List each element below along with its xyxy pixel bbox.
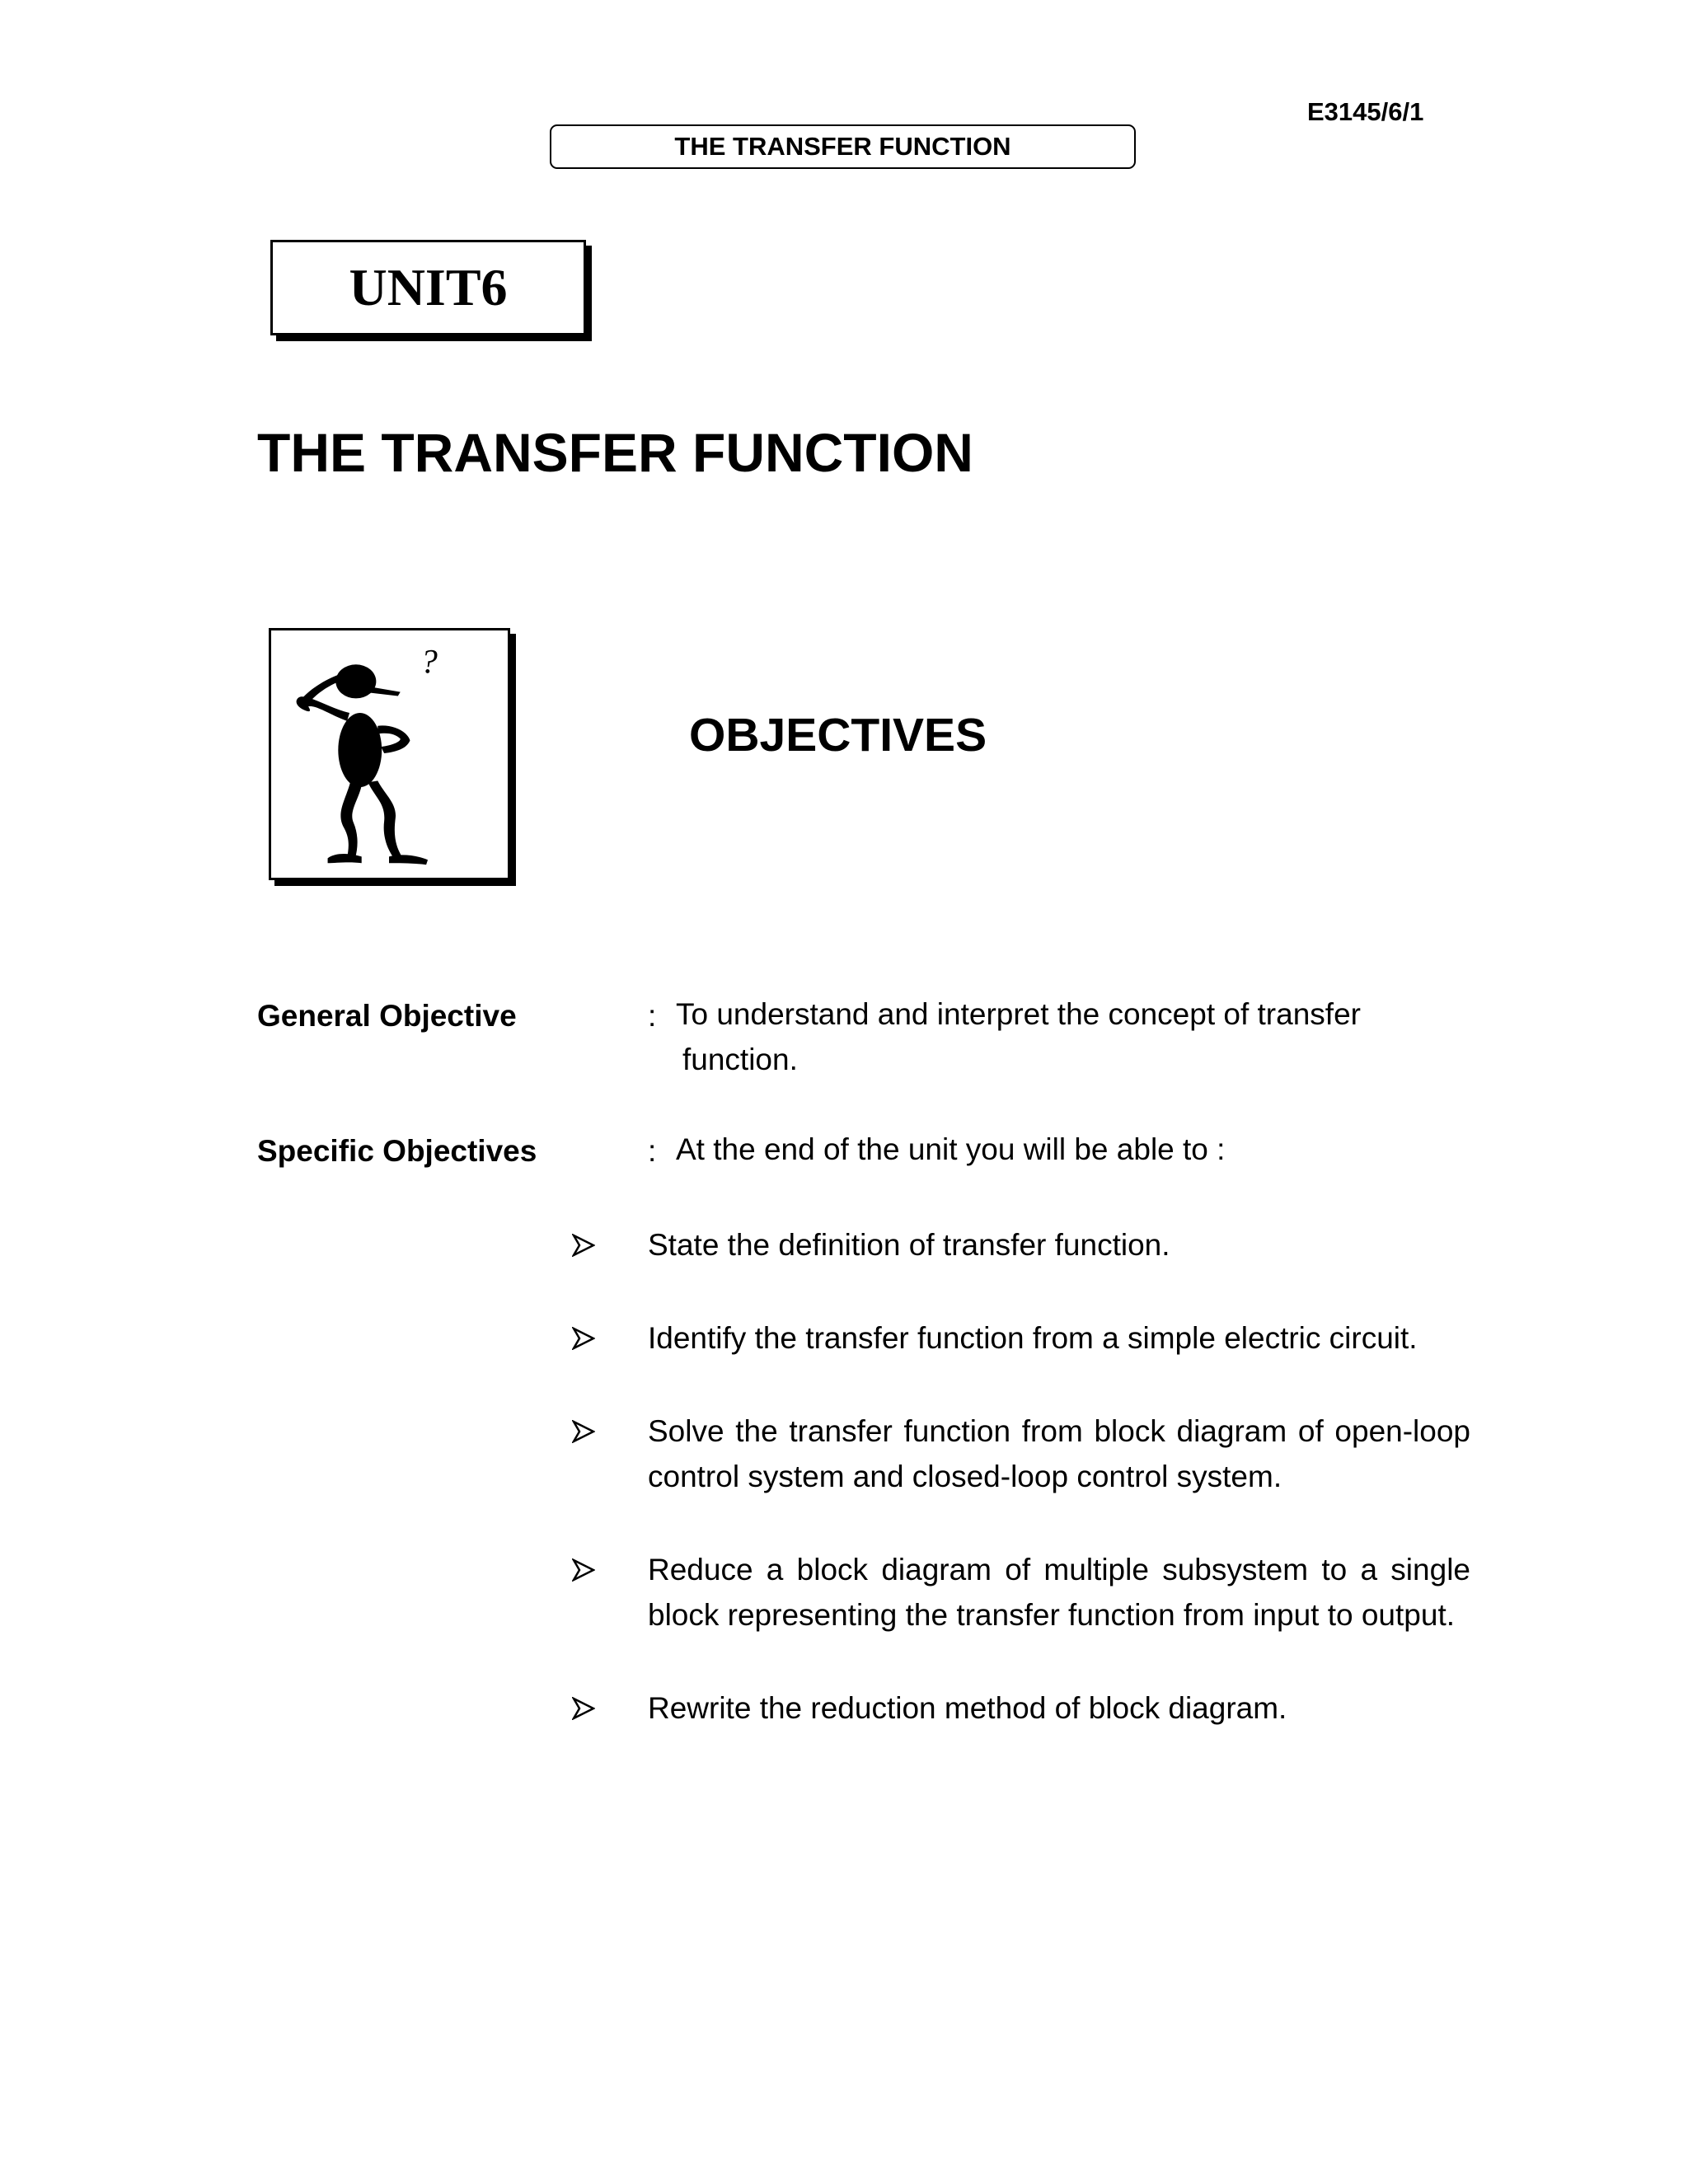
arrowhead-bullet-icon: [572, 1558, 595, 1582]
list-item: [572, 1408, 1470, 1499]
objective-item-text: State the definition of transfer function.: [648, 1228, 1170, 1262]
objectives-heading: OBJECTIVES: [689, 709, 987, 762]
list-item: [572, 1315, 1470, 1361]
arrowhead-bullet-icon: [572, 1234, 595, 1257]
page-title: THE TRANSFER FUNCTION: [257, 422, 973, 483]
specific-objectives-colon: :: [648, 1134, 657, 1168]
list-item: [572, 1547, 1470, 1638]
arrowhead-bullet-icon: [572, 1327, 595, 1350]
specific-objectives-label: Specific Objectives: [257, 1134, 537, 1168]
specific-objectives-intro: At the end of the unit you will be able to :: [676, 1132, 1226, 1166]
objective-item-text: Solve the transfer function from block diagram of open-loop control system and closed-loop control system.: [648, 1414, 1470, 1493]
arrowhead-bullet-icon: [572, 1420, 595, 1443]
running-title: THE TRANSFER FUNCTION: [550, 124, 1136, 169]
thinking-figure-icon: [271, 630, 508, 878]
list-item: [572, 1685, 1470, 1731]
specific-objectives-list: [572, 1222, 1470, 1779]
arrowhead-bullet-icon: [572, 1697, 595, 1720]
unit-label: UNIT6: [270, 240, 586, 335]
question-mark: ?: [420, 642, 438, 681]
general-objective-colon: :: [648, 999, 657, 1033]
general-objective-text-line2: function.: [682, 1043, 798, 1076]
clipart-frame: [269, 628, 510, 880]
objective-item-text: Identify the transfer function from a simple electric circuit.: [648, 1321, 1418, 1355]
general-objective-label: General Objective: [257, 999, 517, 1033]
list-item: [572, 1222, 1470, 1268]
page-code: E3145/6/1: [1307, 97, 1424, 126]
objective-item-text: Rewrite the reduction method of block diagram.: [648, 1691, 1287, 1725]
objective-item-text: Reduce a block diagram of multiple subsystem to a single block representing the transfer function from input to output.: [648, 1553, 1470, 1632]
general-objective-text-line1: To understand and interpret the concept of transfer: [676, 997, 1361, 1031]
